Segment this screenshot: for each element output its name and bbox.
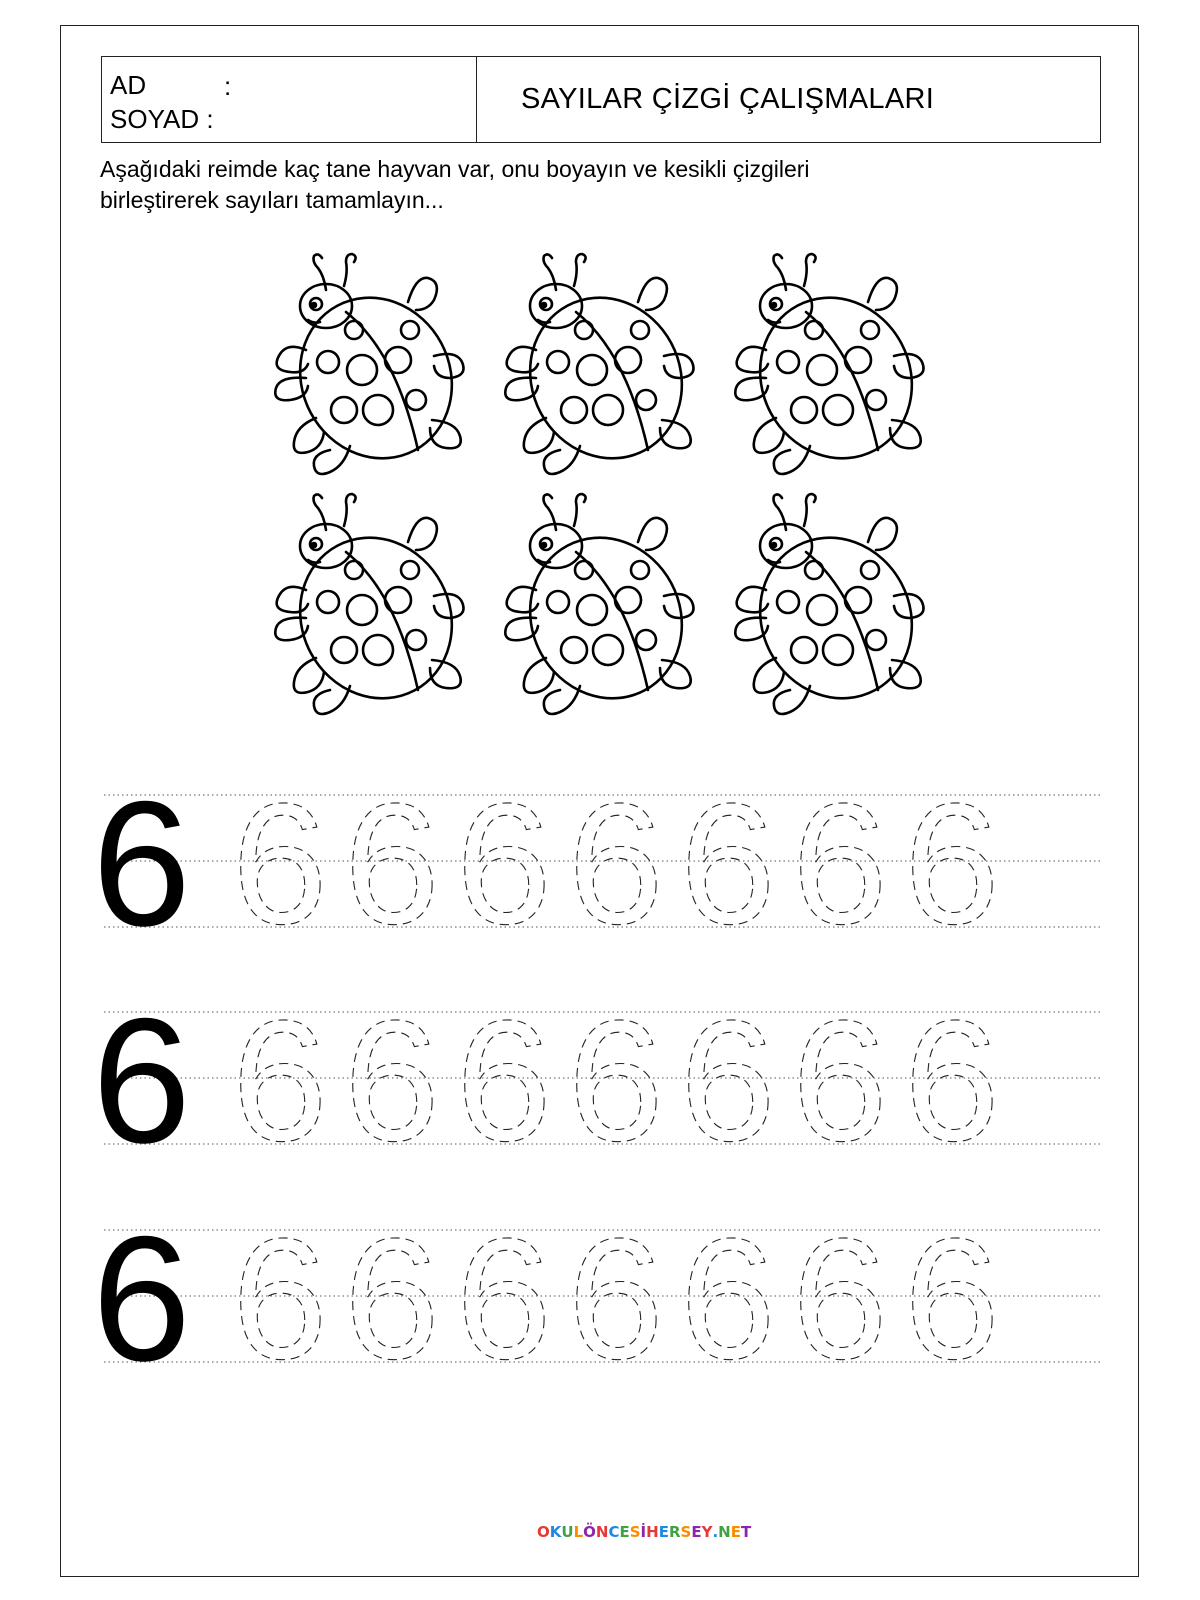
tracing-digit[interactable]: 6 [456, 985, 552, 1177]
practice-row-2 [92, 981, 1100, 1180]
tracing-digit[interactable]: 6 [680, 1203, 776, 1395]
logo-letter: S [680, 1523, 692, 1541]
tracing-digit[interactable]: 6 [568, 1203, 664, 1395]
instruction-line-1: Aşağıdaki reimde kaç tane hayvan var, onu boyayın ve kesikli çizgileri [100, 156, 810, 182]
model-digit: 6 [92, 981, 191, 1180]
logo-letter: U [561, 1523, 574, 1541]
practice-row-3 [92, 1199, 1100, 1398]
tracing-digit[interactable]: 6 [904, 985, 1000, 1177]
model-digit: 6 [92, 1199, 191, 1398]
tracing-digit[interactable]: 6 [904, 1203, 1000, 1395]
name-label: AD [110, 70, 147, 100]
tracing-digit[interactable]: 6 [456, 768, 552, 960]
logo-letter: T [740, 1523, 752, 1541]
model-digit: 6 [92, 764, 191, 963]
tracing-digit[interactable]: 6 [232, 985, 328, 1177]
tracing-digit[interactable]: 6 [344, 768, 440, 960]
logo-letter: H [646, 1523, 659, 1541]
logo-letter: Y [701, 1523, 713, 1541]
tracing-digit[interactable]: 6 [568, 985, 664, 1177]
logo-letter: E [658, 1523, 669, 1541]
logo-letter: C [608, 1523, 620, 1541]
logo-letter: E [619, 1523, 630, 1541]
tracing-digit[interactable]: 6 [792, 985, 888, 1177]
tracing-digit[interactable]: 6 [792, 768, 888, 960]
logo-letter: E [691, 1523, 702, 1541]
logo-letter: L [573, 1523, 584, 1541]
tracing-digit[interactable]: 6 [680, 768, 776, 960]
logo-letter: K [549, 1523, 562, 1541]
practice-row-1 [92, 764, 1100, 963]
logo-letter: R [668, 1523, 681, 1541]
tracing-digit[interactable]: 6 [232, 768, 328, 960]
logo-letter: Ö [583, 1523, 596, 1541]
logo-letter: . [712, 1523, 719, 1541]
tracing-digit[interactable]: 6 [232, 1203, 328, 1395]
site-logo [537, 1523, 751, 1541]
tracing-digit[interactable]: 6 [344, 1203, 440, 1395]
tracing-digit[interactable]: 6 [904, 768, 1000, 960]
tracing-digit[interactable]: 6 [568, 768, 664, 960]
surname-label: SOYAD : [110, 104, 214, 134]
tracing-digit[interactable]: 6 [792, 1203, 888, 1395]
worksheet-title: SAYILAR ÇİZGİ ÇALIŞMALARI [521, 83, 935, 115]
logo-letter: N [595, 1523, 609, 1541]
logo-letter: E [730, 1523, 741, 1541]
tracing-digit[interactable]: 6 [680, 985, 776, 1177]
tracing-digit[interactable]: 6 [456, 1203, 552, 1395]
tracing-digit[interactable]: 6 [344, 985, 440, 1177]
logo-letter: N [718, 1523, 731, 1541]
logo-letter: S [629, 1523, 641, 1541]
logo-letter: İ [640, 1523, 647, 1541]
logo-letter: O [537, 1523, 550, 1541]
instruction-line-2: birleştirerek sayıları tamamlayın... [100, 187, 444, 213]
name-colon: : [224, 71, 232, 101]
